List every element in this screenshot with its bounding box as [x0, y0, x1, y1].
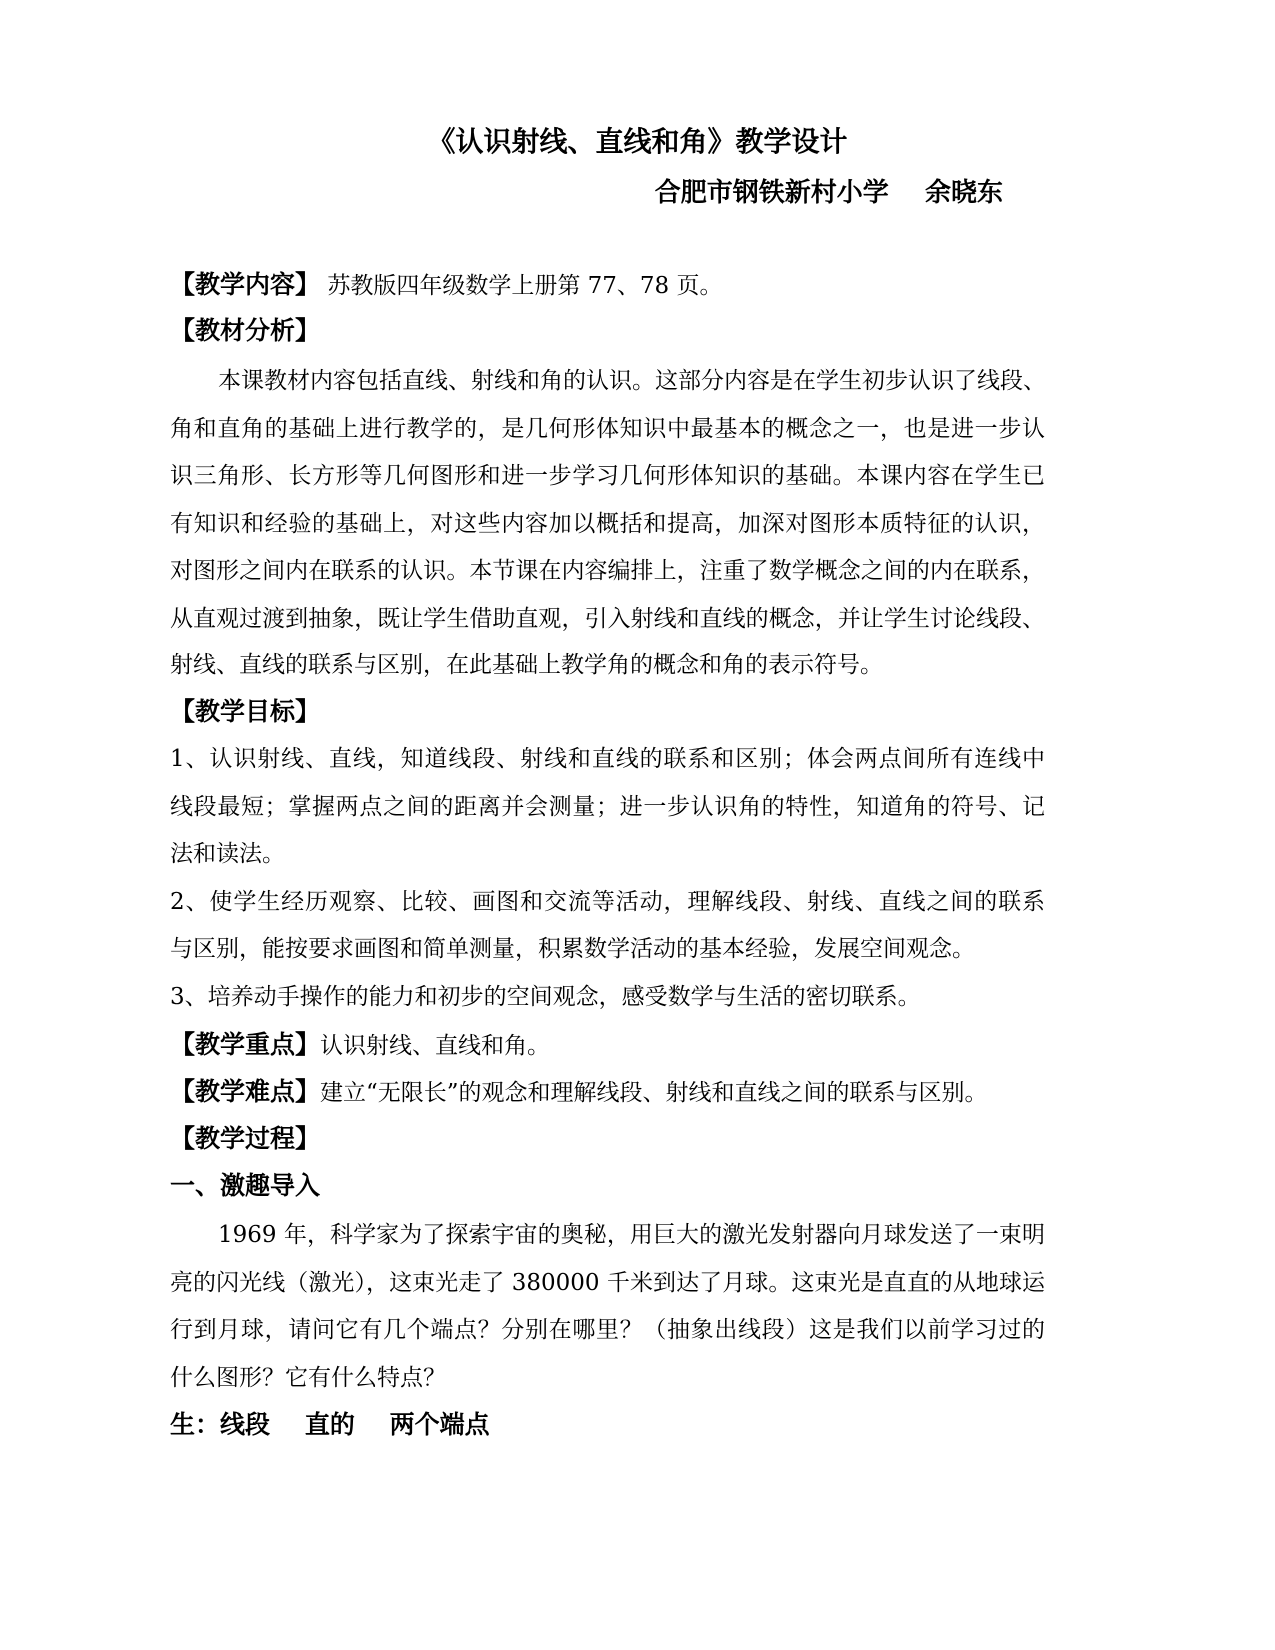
document-title: 《认识射线、直线和角》教学设计 — [427, 125, 848, 158]
key-point — [170, 1030, 1045, 1061]
paragraph-line: 1、认识射线、直线，知道线段、射线和直线的联系和区别；体会两点间所有连线中 — [170, 746, 1045, 772]
section-label: 【教学重点】 — [170, 1030, 321, 1059]
section-text: 苏教版四年级数学上册第 77、78 页。 — [327, 273, 723, 299]
paragraph-line: 识三角形、长方形等几何图形和进一步学习几何形体知识的基础。本课内容在学生已 — [170, 463, 1045, 489]
paragraph-line: 线段最短；掌握两点之间的距离并会测量；进一步认识角的特性，知道角的符号、记 — [170, 794, 1045, 820]
paragraph-line: 亮的闪光线（激光），这束光走了 380000 千米到达了月球。这束光是直直的从地球运 — [170, 1270, 1045, 1296]
paragraph-line: 本课教材内容包括直线、射线和角的认识。这部分内容是在学生初步认识了线段、 — [218, 368, 1046, 394]
paragraph-line: 角和直角的基础上进行教学的，是几何形体知识中最基本的概念之一，也是进一步认 — [170, 416, 1045, 442]
paragraph-line: 法和读法。 — [170, 841, 285, 867]
difficulty-point — [170, 1077, 1045, 1108]
author-line: 合肥市钢铁新村小学 余晓东 — [654, 178, 1003, 208]
analysis-heading: 【教材分析】 — [170, 316, 321, 345]
student-answer: 生：线段 直的 两个端点 — [170, 1410, 490, 1439]
paragraph-line: 与区别，能按要求画图和简单测量，积累数学活动的基本经验，发展空间观念。 — [170, 936, 975, 962]
section-label: 【教学难点】 — [170, 1077, 321, 1106]
section-label: 【教学内容】 — [170, 270, 321, 299]
paragraph-line: 1969 年，科学家为了探索宇宙的奥秘，用巨大的激光发射器向月球发送了一束明 — [218, 1222, 1045, 1248]
paragraph-line: 行到月球，请问它有几个端点？分别在哪里？（抽象出线段）这是我们以前学习过的 — [170, 1317, 1045, 1343]
section-text: 认识射线、直线和角。 — [320, 1033, 551, 1059]
paragraph-line: 什么图形？它有什么特点？ — [170, 1365, 446, 1391]
section-text: 建立“无限长”的观念和理解线段、射线和直线之间的联系与区别。 — [320, 1080, 988, 1106]
paragraph-line: 3、培养动手操作的能力和初步的空间观念，感受数学与生活的密切联系。 — [170, 984, 921, 1010]
paragraph-line: 有知识和经验的基础上，对这些内容加以概括和提高，加深对图形本质特征的认识， — [170, 511, 1045, 537]
paragraph-line: 射线、直线的联系与区别，在此基础上教学角的概念和角的表示符号。 — [170, 652, 883, 678]
goals-heading: 【教学目标】 — [170, 697, 321, 726]
paragraph-line: 从直观过渡到抽象，既让学生借助直观，引入射线和直线的概念，并让学生讨论线段、 — [170, 606, 1045, 632]
section-heading: 一、激趣导入 — [170, 1171, 321, 1200]
paragraph-line: 2、使学生经历观察、比较、画图和交流等活动，理解线段、射线、直线之间的联系 — [170, 889, 1045, 915]
teaching-content — [170, 270, 1045, 301]
process-heading: 【教学过程】 — [170, 1124, 321, 1153]
paragraph-line: 对图形之间内在联系的认识。本节课在内容编排上，注重了数学概念之间的内在联系， — [170, 558, 1045, 584]
